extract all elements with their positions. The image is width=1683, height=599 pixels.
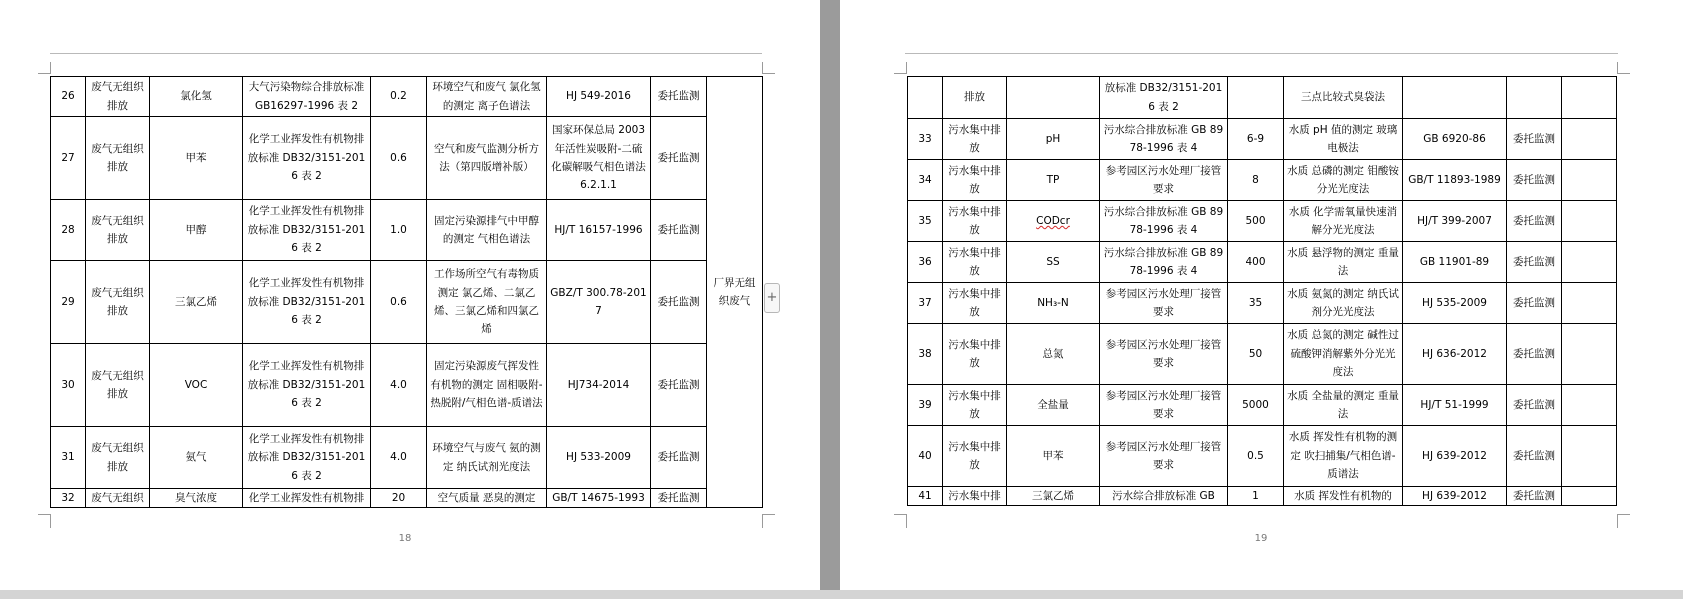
- add-row-handle[interactable]: +: [764, 283, 780, 313]
- cell-code: HJ 533-2009: [547, 427, 651, 489]
- cell-method: 水质 悬浮物的测定 重量法: [1284, 242, 1403, 283]
- table-row: [51, 117, 763, 200]
- crop-mark: [38, 514, 50, 515]
- cell-item: 氨气: [150, 427, 243, 489]
- cell-no: 40: [908, 426, 943, 487]
- cell-limit: 4.0: [371, 427, 427, 489]
- cell-limit: 0.6: [371, 117, 427, 200]
- table-row: [908, 242, 1617, 283]
- cell-method: 水质 挥发性有机物的: [1284, 487, 1403, 506]
- monitoring-table-right: [907, 76, 1617, 506]
- cell-method: 水质 全盐量的测定 重量法: [1284, 385, 1403, 426]
- crop-mark: [762, 514, 763, 528]
- cell-method: 固定污染源排气中甲醇的测定 气相色谱法: [427, 200, 547, 261]
- cell-item: 总氮: [1007, 324, 1100, 385]
- cell-limit: 1: [1228, 487, 1284, 506]
- crop-mark: [38, 73, 50, 74]
- cell-no: 32: [51, 489, 86, 508]
- cell-type: 污水集中排放: [943, 119, 1007, 160]
- cell-standard: 大气污染物综合排放标准GB16297-1996 表 2: [243, 77, 371, 117]
- cell-type: 废气无组织排放: [86, 261, 150, 344]
- cell-method: 空气质量 恶臭的测定: [427, 489, 547, 508]
- cell-extra: [1562, 385, 1617, 426]
- cell-type: 污水集中排放: [943, 324, 1007, 385]
- cell-code: HJ734-2014: [547, 344, 651, 427]
- cell-code: GBZ/T 300.78-2017: [547, 261, 651, 344]
- cell-code: 国家环保总局 2003 年活性炭吸附-二硫化碳解吸气相色谱法 6.2.1.1: [547, 117, 651, 200]
- cell-type: 废气无组织排放: [86, 427, 150, 489]
- cell-standard: 参考园区污水处理厂接管要求: [1100, 324, 1228, 385]
- cell-limit: 500: [1228, 201, 1284, 242]
- page-number: 19: [1254, 533, 1268, 544]
- cell-code: GB 11901-89: [1403, 242, 1507, 283]
- cell-type: 废气无组织排放: [86, 200, 150, 261]
- cell-method: 水质 总磷的测定 钼酸铵分光光度法: [1284, 160, 1403, 201]
- cell-method: 水质 挥发性有机物的测定 吹扫捕集/气相色谱-质谱法: [1284, 426, 1403, 487]
- cell-code: GB/T 11893-1989: [1403, 160, 1507, 201]
- cell-code: GB/T 14675-1993: [547, 489, 651, 508]
- cell-type: 污水集中排放: [943, 160, 1007, 201]
- cell-standard: 化学工业挥发性有机物排放标准 DB32/3151-2016 表 2: [243, 427, 371, 489]
- table-row: [51, 77, 763, 117]
- cell-item: [1007, 77, 1100, 119]
- cell-mode: 委托监测: [651, 117, 707, 200]
- table-row: [51, 489, 763, 508]
- cell-standard: 化学工业挥发性有机物排: [243, 489, 371, 508]
- cell-type: 污水集中排放: [943, 426, 1007, 487]
- crop-mark: [894, 73, 906, 74]
- cell-limit: 0.2: [371, 77, 427, 117]
- cell-limit: [1228, 77, 1284, 119]
- table-row: [908, 385, 1617, 426]
- crop-mark: [1617, 514, 1618, 528]
- cell-type: 污水集中排放: [943, 283, 1007, 324]
- page-gutter: [820, 0, 840, 599]
- header-rule: [50, 53, 762, 54]
- cell-extra: [1562, 426, 1617, 487]
- cell-no: 36: [908, 242, 943, 283]
- cell-mode: 委托监测: [1507, 324, 1562, 385]
- table-row: [51, 344, 763, 427]
- cell-standard: 化学工业挥发性有机物排放标准 DB32/3151-2016 表 2: [243, 200, 371, 261]
- cell-mode: 委托监测: [1507, 119, 1562, 160]
- workspace-bottom: [0, 590, 1683, 599]
- cell-no: 37: [908, 283, 943, 324]
- table-row: [908, 77, 1617, 119]
- cell-item: 三氯乙烯: [150, 261, 243, 344]
- cell-code: HJ 549-2016: [547, 77, 651, 117]
- cell-mode: 委托监测: [1507, 201, 1562, 242]
- cell-item: 全盐量: [1007, 385, 1100, 426]
- cell-method: 水质 化学需氧量快速消解分光光度法: [1284, 201, 1403, 242]
- cell-type: 污水集中排: [943, 487, 1007, 506]
- table-row: [908, 283, 1617, 324]
- item-codcr-text: CODcr: [1036, 214, 1070, 227]
- cell-limit: 400: [1228, 242, 1284, 283]
- cell-limit: 8: [1228, 160, 1284, 201]
- cell-code: HJ/T 399-2007: [1403, 201, 1507, 242]
- cell-method: 环境空气和废气 氯化氢的测定 离子色谱法: [427, 77, 547, 117]
- cell-method: 三点比较式臭袋法: [1284, 77, 1403, 119]
- cell-limit: 20: [371, 489, 427, 508]
- cell-extra: [1562, 283, 1617, 324]
- cell-code: HJ 535-2009: [1403, 283, 1507, 324]
- cell-extra: [1562, 242, 1617, 283]
- crop-mark: [763, 73, 775, 74]
- cell-item: VOC: [150, 344, 243, 427]
- cell-extra: [1562, 324, 1617, 385]
- cell-item: 甲苯: [1007, 426, 1100, 487]
- cell-standard: 化学工业挥发性有机物排放标准 DB32/3151-2016 表 2: [243, 117, 371, 200]
- cell-type: 废气无组织排放: [86, 117, 150, 200]
- cell-category-merged: 厂界无组织废气: [707, 77, 763, 508]
- cell-code: [1403, 77, 1507, 119]
- cell-code: HJ 636-2012: [1403, 324, 1507, 385]
- cell-mode: 委托监测: [1507, 283, 1562, 324]
- cell-no: 28: [51, 200, 86, 261]
- crop-mark: [906, 62, 907, 74]
- cell-method: 水质 pH 值的测定 玻璃电极法: [1284, 119, 1403, 160]
- cell-item: [1007, 201, 1100, 242]
- cell-item: NH₃-N: [1007, 283, 1100, 324]
- cell-mode: 委托监测: [1507, 385, 1562, 426]
- cell-standard: 化学工业挥发性有机物排放标准 DB32/3151-2016 表 2: [243, 261, 371, 344]
- cell-type: 废气无组织排放: [86, 344, 150, 427]
- table-row: [908, 160, 1617, 201]
- cell-limit: 5000: [1228, 385, 1284, 426]
- cell-no: 29: [51, 261, 86, 344]
- table-row: [908, 119, 1617, 160]
- cell-extra: [1562, 77, 1617, 119]
- cell-limit: 0.5: [1228, 426, 1284, 487]
- crop-mark: [906, 514, 907, 528]
- cell-mode: 委托监测: [651, 344, 707, 427]
- cell-standard: 污水综合排放标准 GB 8978-1996 表 4: [1100, 201, 1228, 242]
- cell-standard: 放标准 DB32/3151-2016 表 2: [1100, 77, 1228, 119]
- cell-mode: 委托监测: [651, 261, 707, 344]
- cell-standard: 参考园区污水处理厂接管要求: [1100, 426, 1228, 487]
- crop-mark: [1618, 73, 1630, 74]
- cell-standard: 化学工业挥发性有机物排放标准 DB32/3151-2016 表 2: [243, 344, 371, 427]
- crop-mark: [894, 514, 906, 515]
- cell-standard: 污水综合排放标准 GB 8978-1996 表 4: [1100, 119, 1228, 160]
- cell-limit: 35: [1228, 283, 1284, 324]
- cell-code: GB 6920-86: [1403, 119, 1507, 160]
- cell-mode: 委托监测: [1507, 487, 1562, 506]
- table-row: [51, 261, 763, 344]
- cell-item: 甲醇: [150, 200, 243, 261]
- cell-no: 27: [51, 117, 86, 200]
- cell-no: 41: [908, 487, 943, 506]
- cell-limit: 4.0: [371, 344, 427, 427]
- cell-code: HJ 639-2012: [1403, 426, 1507, 487]
- cell-item: 氯化氢: [150, 77, 243, 117]
- cell-standard: 参考园区污水处理厂接管要求: [1100, 283, 1228, 324]
- cell-extra: [1562, 119, 1617, 160]
- cell-extra: [1562, 201, 1617, 242]
- cell-no: 30: [51, 344, 86, 427]
- cell-mode: 委托监测: [651, 489, 707, 508]
- cell-type: 废气无组织: [86, 489, 150, 508]
- cell-method: 环境空气与废气 氨的测定 纳氏试剂光度法: [427, 427, 547, 489]
- header-rule: [905, 53, 1618, 54]
- monitoring-table-left: [50, 76, 763, 508]
- cell-item: SS: [1007, 242, 1100, 283]
- cell-mode: 委托监测: [1507, 242, 1562, 283]
- cell-limit: 0.6: [371, 261, 427, 344]
- document-page-18: [0, 0, 820, 590]
- cell-method: 水质 总氮的测定 碱性过硫酸钾消解紫外分光光度法: [1284, 324, 1403, 385]
- cell-item: 臭气浓度: [150, 489, 243, 508]
- cell-mode: 委托监测: [651, 77, 707, 117]
- cell-no: 39: [908, 385, 943, 426]
- cell-item: 三氯乙烯: [1007, 487, 1100, 506]
- cell-type: 污水集中排放: [943, 201, 1007, 242]
- table-row: [908, 487, 1617, 506]
- crop-mark: [50, 514, 51, 528]
- cell-limit: 50: [1228, 324, 1284, 385]
- table-row: [908, 426, 1617, 487]
- page-number: 18: [398, 533, 412, 544]
- cell-no: 33: [908, 119, 943, 160]
- cell-mode: 委托监测: [651, 200, 707, 261]
- cell-no: 35: [908, 201, 943, 242]
- table-row: [908, 201, 1617, 242]
- cell-type: 污水集中排放: [943, 385, 1007, 426]
- cell-extra: [1562, 160, 1617, 201]
- cell-mode: 委托监测: [1507, 426, 1562, 487]
- cell-no: 34: [908, 160, 943, 201]
- cell-method: 固定污染源废气挥发性有机物的测定 固相吸附-热脱附/气相色谱-质谱法: [427, 344, 547, 427]
- cell-mode: 委托监测: [651, 427, 707, 489]
- crop-mark: [50, 62, 51, 74]
- cell-no: 26: [51, 77, 86, 117]
- cell-method: 空气和废气监测分析方法（第四版增补版）: [427, 117, 547, 200]
- table-row: [908, 324, 1617, 385]
- cell-method: 工作场所空气有毒物质测定 氯乙烯、二氯乙烯、三氯乙烯和四氯乙烯: [427, 261, 547, 344]
- cell-item: pH: [1007, 119, 1100, 160]
- cell-code: HJ/T 16157-1996: [547, 200, 651, 261]
- cell-code: HJ 639-2012: [1403, 487, 1507, 506]
- cell-type: 污水集中排放: [943, 242, 1007, 283]
- cell-extra: [1562, 487, 1617, 506]
- cell-item: 甲苯: [150, 117, 243, 200]
- cell-standard: 污水综合排放标准 GB: [1100, 487, 1228, 506]
- cell-limit: 6-9: [1228, 119, 1284, 160]
- cell-no: [908, 77, 943, 119]
- cell-item: TP: [1007, 160, 1100, 201]
- crop-mark: [1618, 514, 1630, 515]
- cell-code: HJ/T 51-1999: [1403, 385, 1507, 426]
- cell-type: 排放: [943, 77, 1007, 119]
- cell-method: 水质 氨氮的测定 纳氏试剂分光光度法: [1284, 283, 1403, 324]
- cell-no: 31: [51, 427, 86, 489]
- cell-standard: 污水综合排放标准 GB 8978-1996 表 4: [1100, 242, 1228, 283]
- table-row: [51, 427, 763, 489]
- cell-standard: 参考园区污水处理厂接管要求: [1100, 385, 1228, 426]
- cell-standard: 参考园区污水处理厂接管要求: [1100, 160, 1228, 201]
- cell-type: 废气无组织排放: [86, 77, 150, 117]
- table-row: [51, 200, 763, 261]
- crop-mark: [763, 514, 775, 515]
- cell-mode: [1507, 77, 1562, 119]
- cell-limit: 1.0: [371, 200, 427, 261]
- cell-mode: 委托监测: [1507, 160, 1562, 201]
- cell-no: 38: [908, 324, 943, 385]
